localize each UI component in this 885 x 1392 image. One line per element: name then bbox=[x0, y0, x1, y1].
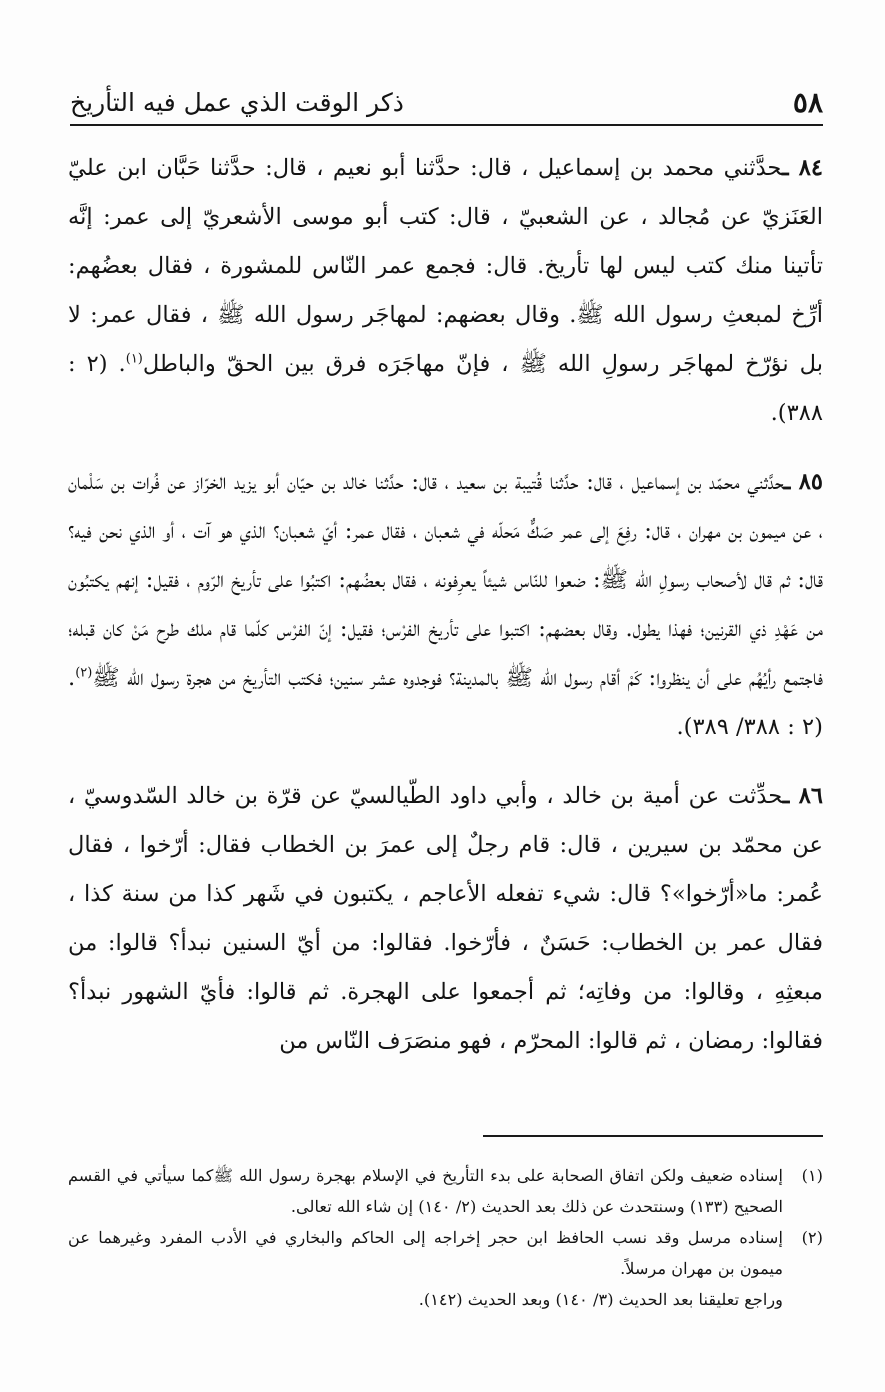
page-number: ٥٨ bbox=[792, 86, 823, 119]
footnotes bbox=[68, 1160, 823, 1315]
hadith-number: ٨٤ ـ bbox=[782, 155, 823, 181]
hadith-text: حدَّثني محمد بن إسماعيل ، قال: حدَّثنا أبو نعيم ، قال: حدَّثنا حَبَّان ابن عليّ العَنَزيّ عن مُجالد ، عن الشعبيّ ، قال: كتب أبو موسى الأشعريّ إلى عمر: إنَّه تأتينا منك كتب ليس لها تأريخ. قال: فجمع عمر النّاس للمشورة ، فقال بعضُهم: أرِّخ لمبعثِ رسول الله ﷺ. وقال بعضهم: لمهاجَر رسول الله ﷺ ، فقال عمر: لا بل نؤرّخ لمهاجَر رسولِ الله ﷺ ، فإنّ مهاجَرَه فرق بين الحقّ والباطل bbox=[68, 155, 823, 377]
page-header bbox=[70, 84, 823, 126]
hadith-text: حدِّثت عن أمية بن خالد ، وأبي داود الطّيالسيّ عن قرّة بن خالد السّدوسيّ ، عن محمّد بن سيرين ، قال: قام رجلٌ إلى عمرَ بن الخطاب فقال: أرّخوا ، فقال عُمر: ما«أرّخوا»؟ قال: شيء تفعله الأعاجم ، يكتبون في شَهر كذا من سنة كذا ، فقال عمر بن الخطاب: حَسَنٌ ، فأرّخوا. فقالوا: من أيّ السنين نبدأ؟ قالوا: من مبعثِهِ ، وقالوا: من وفاتِه؛ ثم أجمعوا على الهجرة. ثم قالوا: فأيّ الشهور نبدأ؟ فقالوا: رمضان ، ثم قالوا: المحرّم ، فهو منصَرَف النّاس من bbox=[68, 783, 823, 1054]
footnote bbox=[68, 1222, 823, 1284]
hadith-number: ٨٦ ـ bbox=[782, 783, 823, 809]
hadith-citation: . (٢ : ٣٨٨). bbox=[68, 351, 823, 426]
main-text bbox=[68, 144, 823, 1066]
running-title: ذكر الوقت الذي عمل فيه التأريخ bbox=[70, 88, 404, 117]
footnote-reference: (٢) bbox=[75, 665, 93, 681]
hadith-paragraph bbox=[68, 144, 823, 438]
footnote-reference: (١) bbox=[125, 351, 143, 367]
hadith-citation: . (٢ : ٣٨٨/ ٣٨٩). bbox=[68, 665, 823, 740]
footnote-mark: (١) bbox=[801, 1166, 823, 1185]
hadith-paragraph bbox=[68, 458, 823, 752]
footnote-continuation: وراجع تعليقنا بعد الحديث (٣/ ١٤٠) وبعد الحديث (١٤٢). bbox=[418, 1290, 783, 1309]
footnote-divider bbox=[483, 1135, 823, 1137]
hadith-paragraph bbox=[68, 772, 823, 1066]
footnote-text: إسناده ضعيف ولكن اتفاق الصحابة على بدء التأريخ في الإسلام بهجرة رسول الله ﷺكما سيأتي في القسم الصحيح (١٣٣) وسنتحدث عن ذلك بعد الحديث (٢/ ١٤٠) إن شاء الله تعالى. bbox=[68, 1166, 783, 1216]
footnote-mark: (٢) bbox=[801, 1228, 823, 1247]
hadith-number: ٨٥ ـ bbox=[783, 469, 823, 495]
footnote bbox=[68, 1160, 823, 1222]
footnote-text: إسناده مرسل وقد نسب الحافظ ابن حجر إخراجه إلى الحاكم والبخاري في الأدب المفرد وغيرهما عن ميمون بن مهران مرسلاً. bbox=[68, 1228, 783, 1278]
hadith-text: حدَّثني محمّد بن إسماعيل ، قال: حدَّثنا قُتيبة بن سعيد ، قال: حدَّثنا خالد بن حيّان أبو يزيد الخرّاز عن فُرات بن سَلْمان ، عن ميمون بن مهران ، قال: رفِعَ إلى عمر صَكٌّ مَحلّه في شعبان ، فقال عمر: أيّ شعبان؟ الذي هو آت ، أو الذي نحن فيه؟ قال: ثم قال لأصحاب رسولِ الله ﷺ: ضعوا للنّاس شيئاً يعرِفونه ، فقال بعضُهم: اكتبُوا على تأريخ الرّوم ، فقيل: إنهم يكتبُون من عَهْدِ ذي القرنين؛ فهذا يطول. وقال بعضهم: اكتبوا على تأريخ الفرْس؛ فقيل: إنّ الفرْس كلّما قام ملك طرح مَنْ كان قبله؛ فاجتمع رأيُهُم على أن ينظروا: كَمْ أقام رسول الله ﷺ بالمدينة؟ فوجدوه عشر سنين؛ فكتب التأريخ من هجرة رسول الله ﷺ bbox=[68, 469, 823, 691]
